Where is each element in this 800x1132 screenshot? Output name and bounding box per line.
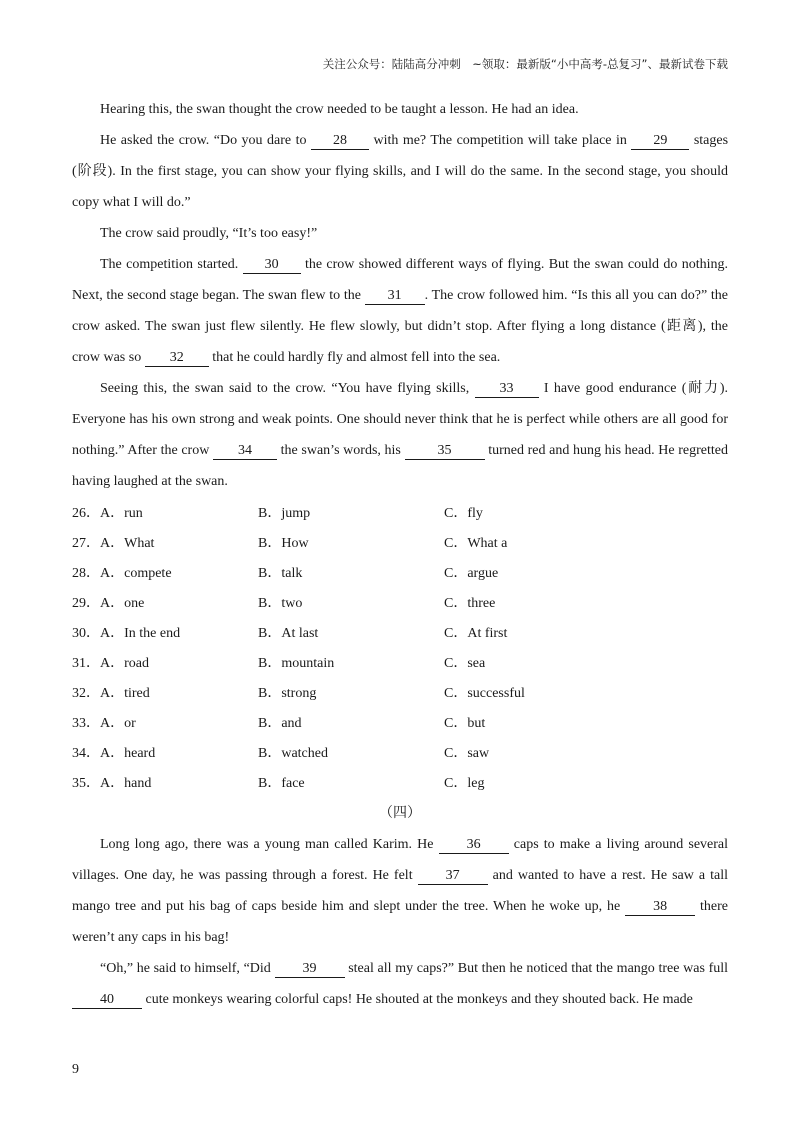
option-c[interactable]: C．but — [444, 716, 486, 731]
option-b[interactable]: B．talk — [258, 566, 303, 581]
option-a[interactable]: 31．A．road — [72, 656, 149, 671]
blank-40[interactable]: 40 — [72, 992, 142, 1009]
option-c[interactable]: C．successful — [444, 686, 525, 701]
page-header: 关注公众号：陆陆高分冲刺 ~领取：最新版“小中高考-总复习”、最新试卷下载 — [322, 57, 728, 71]
option-c[interactable]: C．sea — [444, 656, 486, 671]
option-b[interactable]: B．watched — [258, 746, 328, 761]
text-run: stages (阶段). In the first stage, you can show your flying skills, and I will do the same. In the second stage, you should copy what I will do.” — [72, 133, 729, 210]
text-run: He asked the crow. “Do you dare to — [100, 133, 307, 148]
option-a[interactable]: 30．A．In the end — [72, 626, 181, 641]
passage4-paragraph-1 — [72, 829, 728, 953]
text-run: and wanted to have a rest. He saw a tall mango tree and put his bag of caps beside him and slept under the tree. When he woke up, he — [72, 868, 729, 914]
passage4-paragraph-2 — [72, 953, 728, 1015]
document-body — [72, 94, 728, 1015]
section-title: （四） — [379, 806, 421, 821]
passage3-paragraph-5 — [72, 373, 728, 497]
text-run: Long long ago, there was a young man called Karim. He — [100, 837, 434, 852]
blank-39[interactable]: 39 — [275, 961, 345, 978]
blank-33[interactable]: 33 — [475, 381, 539, 398]
blank-36[interactable]: 36 — [439, 837, 509, 854]
blank-34[interactable]: 34 — [213, 443, 277, 460]
option-a[interactable]: 33．A．or — [72, 716, 136, 731]
text-run: caps to make a living around several villages. One day, he was passing through a forest. He felt — [72, 837, 729, 883]
answer-options — [72, 499, 728, 799]
option-row-26 — [72, 499, 728, 529]
text-run: the crow showed different ways of flying. But the swan could do nothing. Next, the second stage began. The swan flew to the — [72, 257, 729, 303]
option-row-30 — [72, 619, 728, 649]
text-run: there weren’t any caps in his bag! — [72, 899, 728, 945]
option-c[interactable]: C．fly — [444, 506, 483, 521]
blank-35[interactable]: 35 — [405, 443, 485, 460]
option-b[interactable]: B．jump — [258, 506, 311, 521]
option-row-28 — [72, 559, 728, 589]
option-c[interactable]: C．leg — [444, 776, 485, 791]
option-b[interactable]: B．face — [258, 776, 305, 791]
blank-28[interactable]: 28 — [311, 133, 369, 150]
option-row-35 — [72, 769, 728, 799]
text-run: that he could hardly fly and almost fell into the sea. — [212, 350, 501, 365]
blank-30[interactable]: 30 — [243, 257, 301, 274]
blank-29[interactable]: 29 — [631, 133, 689, 150]
blank-37[interactable]: 37 — [418, 868, 488, 885]
option-b[interactable]: B．At last — [258, 626, 319, 641]
option-a[interactable]: 34．A．heard — [72, 746, 156, 761]
passage3-paragraph-2 — [72, 125, 728, 218]
option-c[interactable]: C．saw — [444, 746, 490, 761]
option-row-33 — [72, 709, 728, 739]
text-run: I have good endurance (耐力). Everyone has his own strong and weak points. One should never think that he is perfect while others are all good for nothing.” After the crow — [72, 381, 729, 458]
option-b[interactable]: B．strong — [258, 686, 317, 701]
passage3-paragraph-1: Hearing this, the swan thought the crow needed to be taught a lesson. He had an idea. — [100, 102, 579, 117]
option-c[interactable]: C．At first — [444, 626, 508, 641]
text-run: with me? The competition will take place in — [373, 133, 627, 148]
option-row-32 — [72, 679, 728, 709]
text-run: turned red and hung his head. He regretted having laughed at the swan. — [72, 443, 728, 489]
text-run: The competition started. — [100, 257, 239, 272]
option-b[interactable]: B．and — [258, 716, 302, 731]
text-run: the swan’s words, his — [280, 443, 401, 458]
option-row-34 — [72, 739, 728, 769]
option-a[interactable]: 29．A．one — [72, 596, 145, 611]
blank-32[interactable]: 32 — [145, 350, 209, 367]
option-c[interactable]: C．argue — [444, 566, 499, 581]
passage3-paragraph-3: The crow said proudly, “It’s too easy!” — [100, 226, 318, 241]
option-row-27 — [72, 529, 728, 559]
page-number: 9 — [72, 1062, 79, 1077]
passage3-paragraph-4 — [72, 249, 728, 373]
text-run: Seeing this, the swan said to the crow. “You have flying skills, — [100, 381, 470, 396]
text-run: . The crow followed him. “Is this all you can do?” the crow asked. The swan just flew silently. He flew slowly, but didn’t stop. After flying a long distance (距离), the crow was so — [72, 288, 729, 365]
option-a[interactable]: 26．A．run — [72, 506, 143, 521]
option-b[interactable]: B．How — [258, 536, 309, 551]
blank-31[interactable]: 31 — [365, 288, 425, 305]
text-run: “Oh,” he said to himself, “Did — [100, 961, 271, 976]
option-c[interactable]: C．What a — [444, 536, 508, 551]
option-a[interactable]: 35．A．hand — [72, 776, 152, 791]
text-run: cute monkeys wearing colorful caps! He shouted at the monkeys and they shouted back. He made — [145, 992, 693, 1007]
option-b[interactable]: B．mountain — [258, 656, 335, 671]
option-b[interactable]: B．two — [258, 596, 303, 611]
option-a[interactable]: 28．A．compete — [72, 566, 172, 581]
text-run: steal all my caps?” But then he noticed that the mango tree was full — [348, 961, 729, 976]
option-row-29 — [72, 589, 728, 619]
option-a[interactable]: 27．A．What — [72, 536, 155, 551]
option-c[interactable]: C．three — [444, 596, 496, 611]
option-row-31 — [72, 649, 728, 679]
option-a[interactable]: 32．A．tired — [72, 686, 150, 701]
blank-38[interactable]: 38 — [625, 899, 695, 916]
